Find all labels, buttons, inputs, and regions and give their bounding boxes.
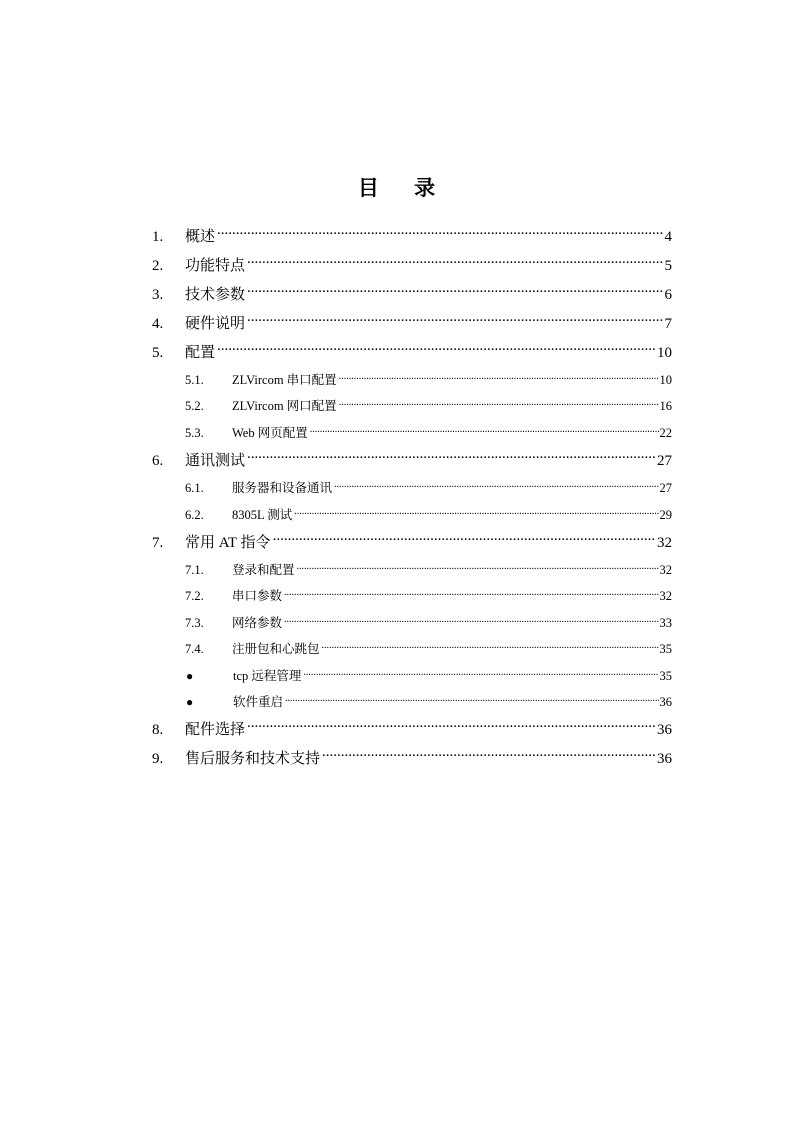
toc-entry-page: 33 [659,615,672,630]
toc-entry[interactable] [152,254,672,283]
toc-subentry[interactable] [152,586,672,612]
toc-entry-number: 6.1. [185,481,204,496]
toc-entry-number: 7.3. [185,615,204,630]
toc-entry-label: 售后服务和技术支持 [185,751,321,768]
toc-dot-leader [297,561,659,574]
toc-subentry[interactable] [152,478,672,504]
toc-entry[interactable] [152,449,672,478]
toc-dot-leader [285,693,658,706]
toc-entry-label: 配置 [185,345,216,361]
toc-dot-leader [284,588,658,601]
toc-entry-label: 服务器和设备通讯 [232,481,333,496]
toc-entry-number: 5.3. [185,425,204,440]
toc-entry-number: 4. [152,316,164,332]
toc-subentry[interactable] [152,423,672,449]
toc-entry-page: 32 [659,589,672,604]
toc-subentry[interactable] [152,613,672,639]
toc-entry[interactable] [152,718,672,747]
toc-subentry[interactable] [152,639,672,665]
toc-subentry[interactable] [152,396,672,422]
toc-dot-leader [322,641,659,654]
toc-entry-label: 注册包和心跳包 [232,642,320,657]
toc-entry-number: 1. [152,229,164,245]
toc-entry-number: 6. [152,453,164,470]
bullet-icon: ● [186,694,194,709]
toc-entry[interactable] [152,225,672,254]
toc-dot-leader [294,506,658,519]
toc-dot-leader [247,284,663,299]
toc-subentry[interactable] [152,370,672,396]
toc-subentry[interactable] [152,666,672,692]
toc-entry-label: 技术参数 [185,287,246,303]
toc-entry-number: 7.1. [185,562,204,577]
toc-entry-page: 32 [659,562,672,577]
toc-subentry[interactable] [152,560,672,586]
toc-entry-page: 36 [659,694,672,709]
toc-entry-number: 9. [152,751,164,768]
toc-entry-page: 10 [659,373,672,387]
toc-subentry[interactable] [152,505,672,531]
toc-entry-label: Web 网页配置 [232,425,308,440]
toc-entry-label: 网络参数 [232,615,283,630]
toc-entry[interactable] [152,312,672,341]
toc-dot-leader [217,226,663,241]
toc-entry-page: 5 [664,258,672,274]
toc-entry-number: 3. [152,287,164,303]
toc-entry-number: 8. [152,722,164,739]
toc-entry-number: 7.2. [185,589,204,604]
table-of-contents [152,225,672,776]
toc-entry-number: 2. [152,258,164,274]
toc-entry-page: 35 [659,642,672,657]
toc-entry-page: 6 [664,287,672,303]
toc-entry-label: ZLVircom 网口配置 [232,399,337,414]
toc-entry-number: 5.1. [185,373,204,387]
toc-entry-page: 32 [657,534,672,551]
toc-dot-leader [247,313,663,328]
toc-entry-label: 登录和配置 [232,562,295,577]
toc-dot-leader [303,667,658,680]
toc-entry-number: 5.2. [185,399,204,414]
toc-entry-label: 功能特点 [185,258,246,274]
toc-dot-leader [273,532,656,547]
toc-entry-page: 36 [657,751,672,768]
toc-entry-label: ZLVircom 串口配置 [232,373,337,387]
toc-entry-page: 35 [659,668,672,683]
toc-entry-label: 8305L 测试 [232,507,293,522]
toc-dot-leader [322,748,656,763]
toc-entry[interactable] [152,747,672,776]
toc-entry-number: 5. [152,345,164,361]
toc-title: 目 录 [357,176,450,200]
toc-dot-leader [247,450,656,465]
toc-subentry[interactable] [152,692,672,718]
toc-dot-leader [284,614,658,627]
toc-entry-label: 概述 [185,229,216,245]
toc-entry-label: 串口参数 [232,589,283,604]
toc-entry[interactable] [152,341,672,370]
toc-entry-label: tcp 远程管理 [233,668,302,683]
toc-entry-page: 16 [659,399,672,414]
toc-entry-page: 27 [659,481,672,496]
toc-entry-page: 22 [659,425,672,440]
toc-entry-page: 7 [664,316,672,332]
toc-entry-number: 6.2. [185,507,204,522]
toc-dot-leader [310,424,659,437]
toc-entry-page: 29 [659,507,672,522]
toc-entry-page: 4 [664,229,672,245]
toc-dot-leader [334,480,658,493]
toc-entry-label: 软件重启 [233,694,284,709]
toc-entry-page: 27 [657,453,672,470]
toc-dot-leader [247,719,656,734]
toc-entry-label: 常用 AT 指令 [185,534,271,551]
toc-entry-page: 10 [657,345,672,361]
toc-dot-leader [217,342,656,357]
toc-dot-leader [339,398,659,411]
toc-dot-leader [339,372,659,385]
toc-entry-label: 通讯测试 [185,453,246,470]
toc-entry[interactable] [152,531,672,560]
toc-entry-label: 硬件说明 [185,316,246,332]
toc-entry-number: 7.4. [185,642,204,657]
toc-entry-number: 7. [152,534,164,551]
toc-entry-page: 36 [657,722,672,739]
toc-entry-label: 配件选择 [185,722,246,739]
toc-dot-leader [247,255,663,270]
toc-entry[interactable] [152,283,672,312]
bullet-icon: ● [186,668,194,683]
